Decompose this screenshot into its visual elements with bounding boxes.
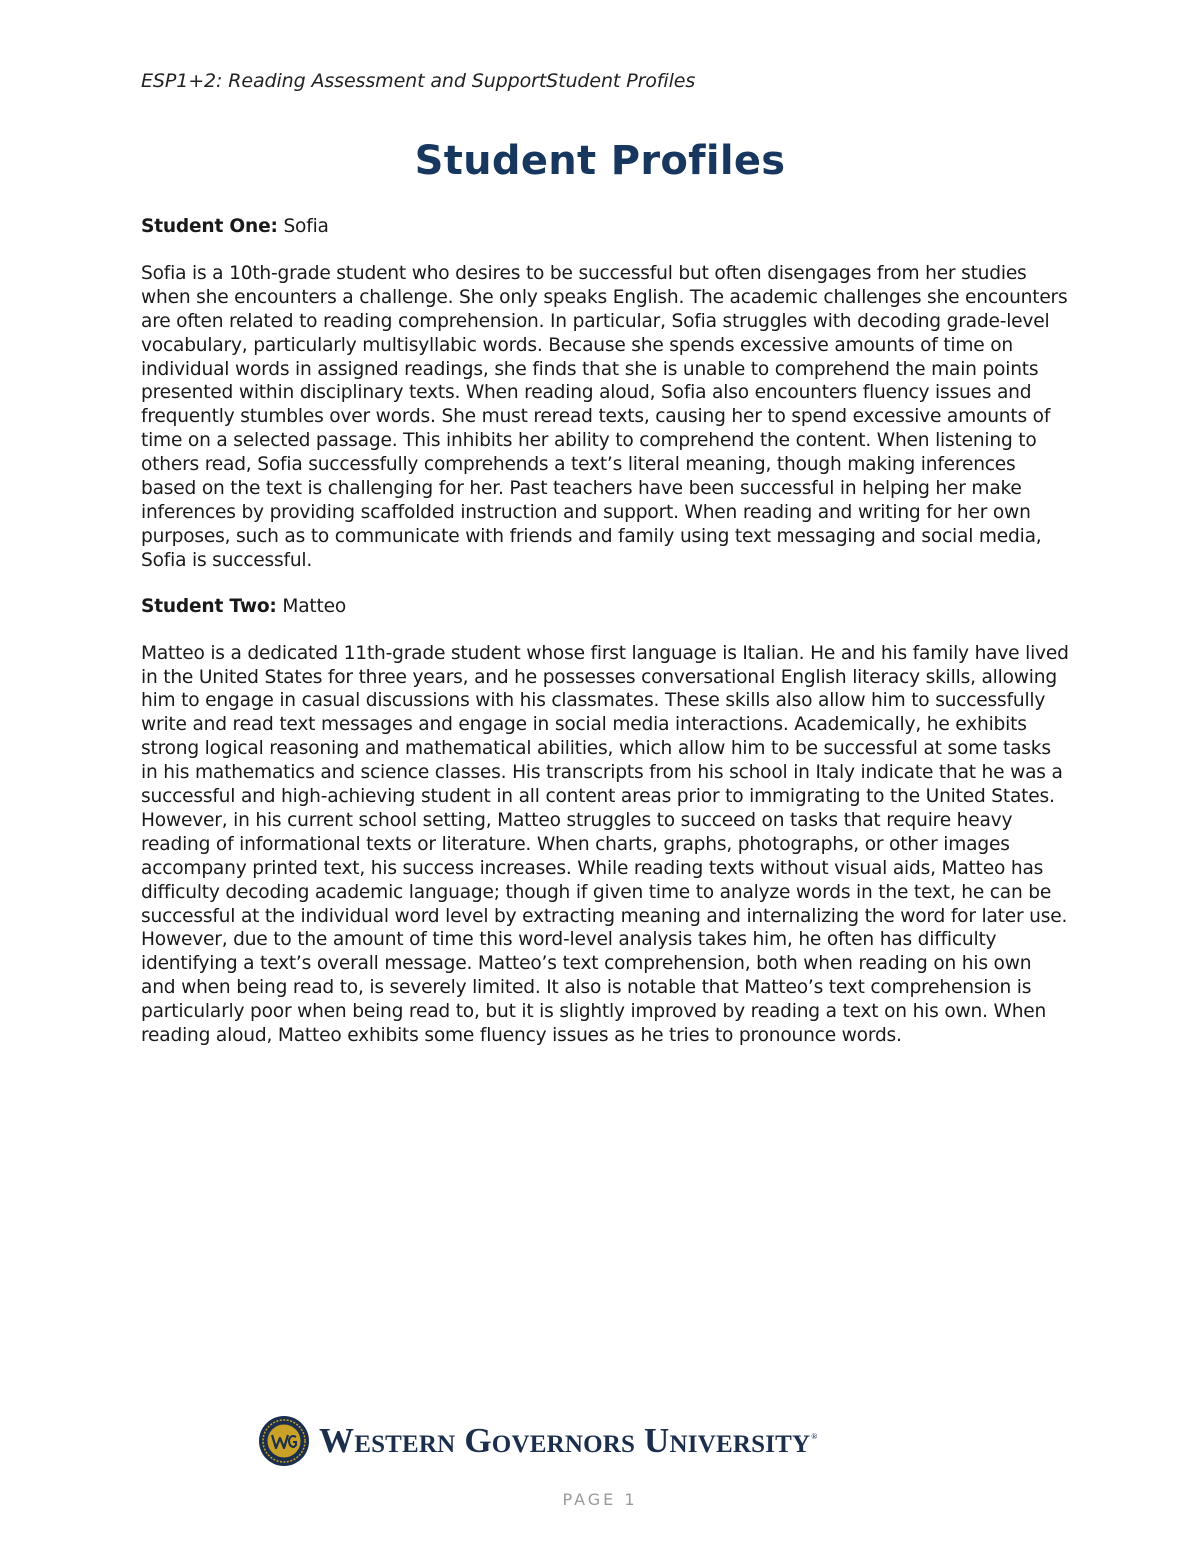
document-body — [141, 215, 1071, 1070]
wgu-seal-icon — [258, 1415, 310, 1467]
page-title: Student Profiles — [414, 138, 786, 184]
student-two-heading — [141, 595, 1071, 619]
page-number: PAGE 1 — [562, 1490, 638, 1509]
student-one-heading — [141, 215, 1071, 239]
wgu-wordmark-text: Western Governors University — [319, 1421, 811, 1460]
student-one-name: Sofia — [283, 216, 329, 237]
wgu-logo — [258, 1413, 817, 1469]
student-two-label: Student Two: — [141, 595, 277, 617]
student-one-profile: Sofia is a 10th-grade student who desires to be successful but often disengages from her studies when she encounters a challenge. She only speaks English. The academic challenges she encounters are often related to reading comprehension. In particular, Sofia struggles with decoding grade-level vocabulary, particularly multisyllabic words. Because she spends excessive amounts of time on individual words in assigned readings, she finds that she is unable to comprehend the main points presented within disciplinary texts. When reading aloud, Sofia also encounters fluency issues and frequently stumbles over words. She must reread texts, causing her to spend excessive amounts of time on a selected passage. This inhibits her ability to comprehend the content. When listening to others read, Sofia successfully comprehends a text’s literal meaning, though making inferences based on the text is challenging for her. Past teachers have been successful in helping her make inferences by providing scaffolded instruction and support. When reading and writing for her own purposes, such as to communicate with friends and family using text messaging and social media, Sofia is successful. — [141, 262, 1068, 571]
student-one-label: Student One: — [141, 216, 278, 237]
student-two-name: Matteo — [282, 595, 347, 617]
wgu-wordmark — [319, 1421, 817, 1461]
trademark-symbol: ® — [811, 1432, 818, 1442]
student-two-profile: Matteo is a dedicated 11th-grade student whose first language is Italian. He and his family have lived in the United States for three years, and he possesses conversational English literacy skills, allowing him to engage in casual discussions with his classmates. These skills also allow him to successfully write and read text messages and engage in social media interactions. Academically, he exhibits strong logical reasoning and mathematical abilities, which allow him to be successful at some tasks in his mathematics and science classes. His transcripts from his school in Italy indicate that he was a successful and high-achieving student in all content areas prior to immigrating to the United States. However, in his current school setting, Matteo struggles to succeed on tasks that require heavy reading of informational texts or literature. When charts, graphs, photographs, or other images accompany printed text, his success increases. While reading texts without visual aids, Matteo has difficulty decoding academic language; though if given time to analyze words in the text, he can be successful at the individual word level by extracting meaning and internalizing the word for later use. However, due to the amount of time this word-level analysis takes him, he often has difficulty identifying a text’s overall message. Matteo’s text comprehension, both when reading on his own and when being read to, is severely limited. It also is notable that Matteo’s text comprehension is particularly poor when being read to, but it is slightly improved by reading a text on his own. When reading aloud, Matteo exhibits some fluency issues as he tries to pronounce words. — [141, 642, 1069, 1047]
running-header: ESP1+2: Reading Assessment and SupportStudent Profiles — [141, 70, 696, 92]
